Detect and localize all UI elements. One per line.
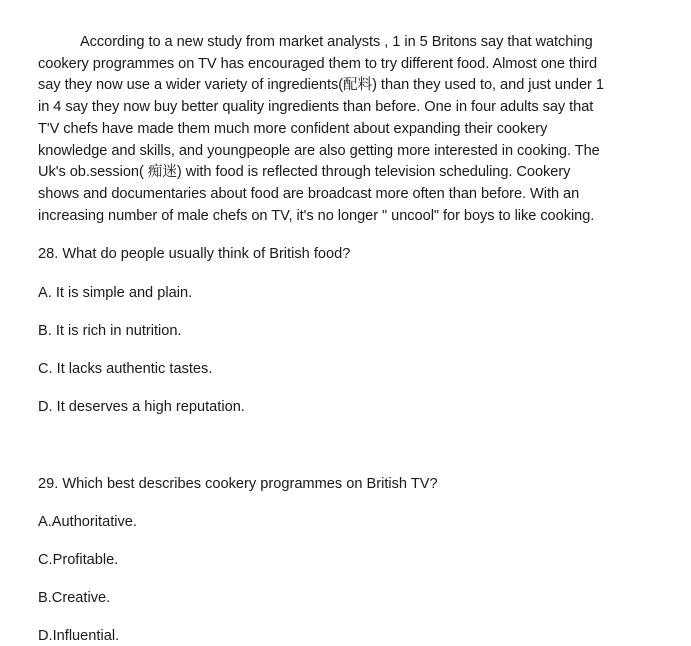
passage-line: According to a new study from market analysts , 1 in 5 Britons say that watching xyxy=(80,34,593,50)
question-29-stem: 29. Which best describes cookery programmes on British TV? xyxy=(38,476,438,492)
passage-line: knowledge and skills, and youngpeople are also getting more interested in cooking. The xyxy=(38,142,600,159)
question-28-option-b: B. It is rich in nutrition. xyxy=(38,323,182,339)
question-29-option-d: D.Influential. xyxy=(38,628,120,644)
question-28-option-c: C. It lacks authentic tastes. xyxy=(38,361,213,377)
question-29-option-b: B.Creative. xyxy=(38,590,111,606)
passage-line: cookery programmes on TV has encouraged them to try different food. Almost one third xyxy=(38,55,598,72)
passage-line: in 4 say they now buy better quality ingredients than before. One in four adults say that xyxy=(38,99,594,116)
question-28-stem: 28. What do people usually think of British food? xyxy=(38,246,351,262)
reading-passage xyxy=(38,32,618,227)
passage-line: T'V chefs have made them much more confident about expanding their cookery xyxy=(38,120,548,137)
question-28-option-a: A. It is simple and plain. xyxy=(38,285,193,301)
passage-line: shows and documentaries about food are broadcast more often than before. With an xyxy=(38,185,580,202)
question-29-option-c: C.Profitable. xyxy=(38,552,119,568)
passage-line: increasing number of male chefs on TV, it's no longer " uncool" for boys to like cooking. xyxy=(38,207,595,224)
passage-line: say they now use a wider variety of ingredients(配料) than they used to, and just under 1 xyxy=(38,77,604,94)
passage-line: Uk's ob.session( 痴迷) with food is reflected through television scheduling. Cookery xyxy=(38,164,571,181)
question-28-option-d: D. It deserves a high reputation. xyxy=(38,399,245,415)
question-29-option-a: A.Authoritative. xyxy=(38,514,137,530)
